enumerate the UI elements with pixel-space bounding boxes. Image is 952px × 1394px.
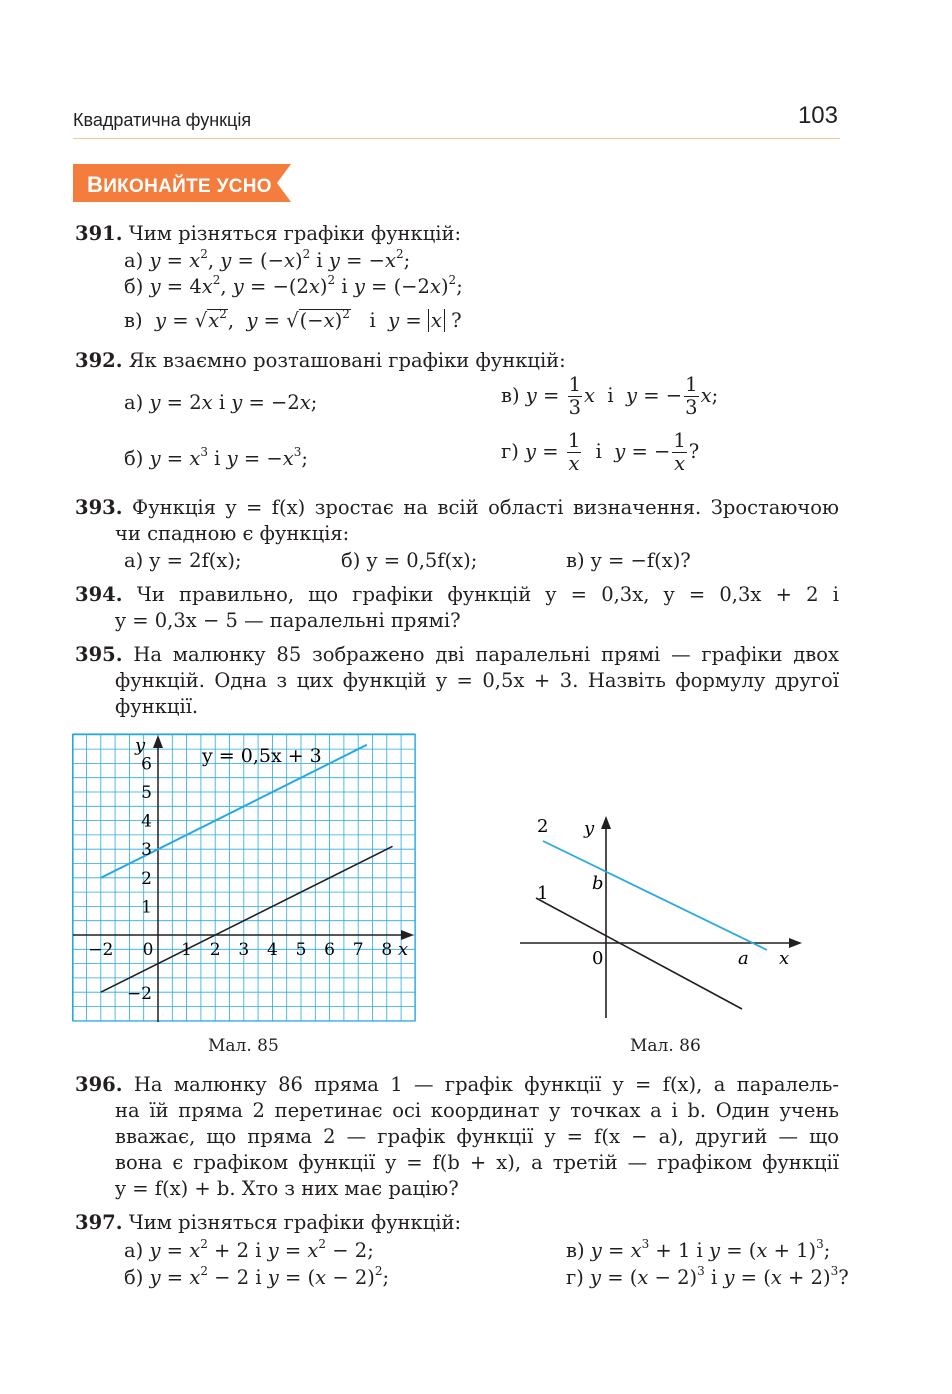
x-axis-arrow bbox=[789, 938, 802, 948]
y-tick-label: 4 bbox=[141, 811, 152, 832]
problem-391-b: б) $y = 4x^2$, $y = -(2x)^2$ і $y = (-2x)^2$; bbox=[124, 273, 463, 298]
figure-86-caption: Мал. 86 bbox=[630, 1036, 701, 1056]
y-tick-label: 5 bbox=[141, 783, 152, 803]
y-tick-label: 3 bbox=[141, 840, 152, 861]
figure-86-graph bbox=[510, 808, 810, 1023]
problem-393-b: б) y = 0,5f(x); bbox=[341, 549, 478, 572]
problem-397-title: 397. Чим різняться графіки функцій: bbox=[75, 1211, 462, 1234]
figure-85-caption: Мал. 85 bbox=[208, 1036, 279, 1056]
problem-397-b: б) $y = x^2 - 2$ і $y = (x - 2)^2$; bbox=[124, 1264, 390, 1289]
banner-title: ВИКОНАЙТЕ УСНО bbox=[87, 172, 272, 197]
problem-391-c: в) $y = √x^2$, $y = √(-x)^2$ і y = x ? bbox=[124, 307, 462, 332]
problem-394-line1: 394. Чи правильно, що графіки функцій y = 0,3x, y = 0,3x + 2 і bbox=[75, 583, 839, 606]
x-axis-label: x bbox=[398, 939, 409, 960]
x-tick-label: −2 bbox=[88, 940, 114, 960]
x-tick-label: 7 bbox=[352, 940, 364, 960]
problem-397-d: г) $y = (x - 2)^3$ і $y = (x + 2)^3$? bbox=[566, 1264, 849, 1289]
x-tick-label: 1 bbox=[181, 940, 193, 960]
problem-395-line1: 395. На малюнку 85 зображено дві паралельні прямі — графіки двох bbox=[75, 643, 839, 666]
x-tick-label: 5 bbox=[295, 940, 307, 960]
problem-391-a: а) $y = x^2$, $y = (-x)^2$ і $y = -x^2$; bbox=[124, 247, 411, 272]
x-tick-label: 0 bbox=[142, 940, 154, 960]
problem-396-line5: y = f(x) + b. Хто з них має рацію? bbox=[115, 1177, 459, 1200]
problem-392-title: 392. Як взаємно розташовані графіки функцій: bbox=[75, 349, 566, 372]
label-1: 1 bbox=[537, 883, 549, 904]
problem-396-line1: 396. На малюнку 86 пряма 1 — графік функції y = f(x), а паралель- bbox=[75, 1073, 839, 1096]
problem-392-d: г) y = $\frac{1}{x}$ і y = − $\frac{1}{x}$ ? bbox=[501, 429, 700, 475]
y-tick-label: 6 bbox=[141, 754, 152, 775]
figure-85-graph bbox=[72, 733, 417, 1023]
x-axis-label: x bbox=[779, 948, 790, 969]
problem-391-title: 391. Чим різняться графіки функцій: bbox=[75, 222, 462, 245]
line-label: y = 0,5x + 3 bbox=[202, 745, 322, 767]
problem-396-line3: вважає, що пряма 2 — графік функції y = f(x − a), другий — що bbox=[115, 1125, 839, 1148]
y-axis-label: y bbox=[584, 818, 595, 839]
y-axis-arrow bbox=[153, 735, 163, 748]
line-2 bbox=[543, 841, 767, 950]
x-tick-label: 6 bbox=[324, 940, 336, 960]
problem-393-c: в) y = −f(x)? bbox=[566, 549, 691, 572]
problem-397-c: в) $y = x^3 + 1$ і $y = (x + 1)^3$; bbox=[566, 1237, 831, 1262]
page-number: 103 bbox=[797, 102, 838, 129]
problem-392-a: а) y = 2x і y = −2x; bbox=[124, 391, 318, 414]
y-tick-label: 1 bbox=[141, 897, 152, 918]
problem-393-a: а) y = 2f(x); bbox=[124, 549, 242, 572]
x-tick-label: 8 bbox=[381, 940, 393, 960]
problem-396-line2: на їй пряма 2 перетинає осі координат у точках a і b. Один учень bbox=[115, 1099, 839, 1122]
x-tick-label: 2 bbox=[209, 940, 221, 960]
line-1 bbox=[536, 898, 742, 1009]
y-axis-label: y bbox=[135, 735, 146, 756]
problem-393-line1: 393. Функція y = f(x) зростає на всій області визначення. Зростаючою bbox=[75, 496, 839, 519]
label-2: 2 bbox=[537, 816, 549, 837]
y-tick-label: −2 bbox=[126, 984, 152, 1005]
running-head: Квадратична функція bbox=[73, 110, 252, 130]
problem-395-line3: функції. bbox=[115, 695, 199, 718]
problem-393-line2: чи спадною є функція: bbox=[115, 522, 350, 545]
problem-392-b: б) $y = x^3$ і $y = -x^3$; bbox=[124, 445, 308, 470]
x-tick-label: 3 bbox=[238, 940, 250, 960]
problem-395-line2: функцій. Одна з цих функцій y = 0,5x + 3. Назвіть формулу другої bbox=[115, 669, 839, 692]
grid bbox=[72, 734, 415, 1021]
label-b: b bbox=[592, 873, 604, 894]
y-tick-label: 2 bbox=[141, 868, 152, 889]
section-banner bbox=[73, 164, 291, 202]
problem-396-line4: вона є графіком функції y = f(b + x), а третій — графіком функції bbox=[115, 1151, 839, 1174]
page-header bbox=[73, 100, 840, 139]
y-axis-arrow bbox=[601, 816, 611, 829]
label-a: a bbox=[738, 948, 749, 969]
label-0: 0 bbox=[592, 948, 604, 969]
problem-397-a: а) $y = x^2 + 2$ і $y = x^2 - 2$; bbox=[124, 1237, 374, 1262]
x-tick-label: 4 bbox=[266, 940, 278, 960]
problem-392-c: в) y = $\frac{1}{3}$ x і y = − $\frac{1}{3}$ x; bbox=[501, 373, 719, 419]
problem-394-line2: y = 0,3x − 5 — паралельні прямі? bbox=[115, 609, 461, 632]
